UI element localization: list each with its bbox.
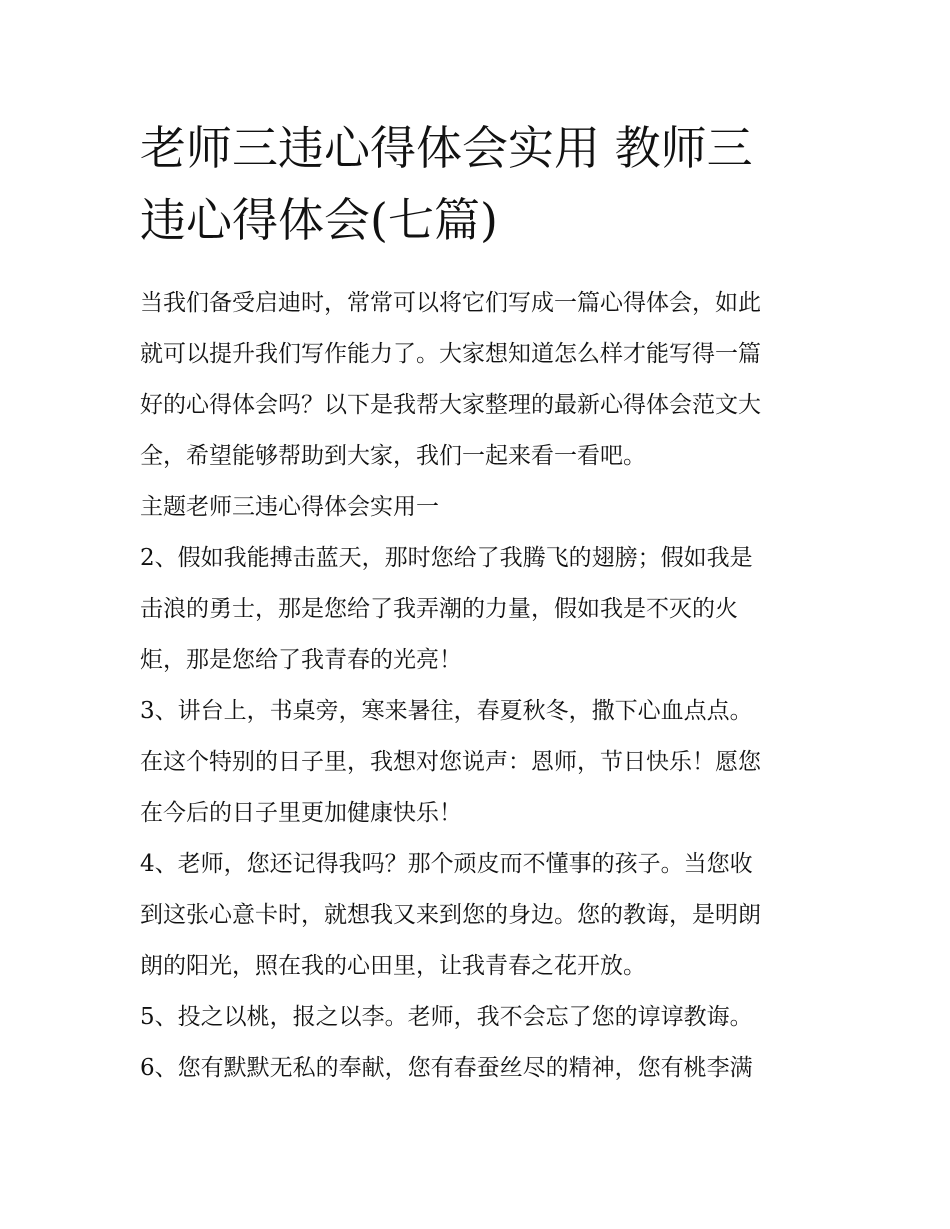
text-line: 就可以提升我们写作能力了。大家想知道怎么样才能写得一篇: [140, 341, 761, 367]
text-line: 在今后的日子里更加健康快乐！: [140, 800, 462, 826]
text-line: 在这个特别的日子里，我想对您说声：恩师，节日快乐！愿您: [140, 749, 761, 775]
title-line: 违心得体会(七篇): [140, 193, 498, 247]
item-paragraph-3: [140, 686, 820, 839]
text-line: 炬，那是您给了我青春的光亮！: [140, 647, 462, 673]
document-body: [140, 278, 820, 1094]
text-line: 当我们备受启迪时，常常可以将它们写成一篇心得体会，如此: [140, 290, 761, 316]
document-page: [140, 112, 820, 1094]
text-line: 击浪的勇士，那是您给了我弄潮的力量，假如我是不灭的火: [140, 596, 738, 622]
text-line: 主题老师三违心得体会实用一: [140, 494, 439, 520]
text-line: 5、投之以桃，报之以李。老师，我不会忘了您的谆谆教诲。: [140, 1004, 753, 1030]
intro-paragraph: [140, 278, 820, 482]
title-line: 老师三违心得体会实用 教师三: [140, 121, 753, 175]
text-line: 到这张心意卡时，就想我又来到您的身边。您的教诲，是明朗: [140, 902, 761, 928]
text-line: 朗的阳光，照在我的心田里，让我青春之花开放。: [140, 953, 646, 979]
document-title: [140, 112, 820, 256]
section-heading: [140, 482, 820, 533]
text-line: 4、老师，您还记得我吗？那个顽皮而不懂事的孩子。当您收: [140, 851, 753, 877]
text-line: 全，希望能够帮助到大家，我们一起来看一看吧。: [140, 443, 646, 469]
item-paragraph-4: [140, 839, 820, 992]
text-line: 3、讲台上，书桌旁，寒来暑往，春夏秋冬，撒下心血点点。: [140, 698, 753, 724]
item-paragraph-5: [140, 992, 820, 1043]
text-line: 2、假如我能搏击蓝天，那时您给了我腾飞的翅膀；假如我是: [140, 545, 753, 571]
item-paragraph-2: [140, 533, 820, 686]
text-line: 6、您有默默无私的奉献，您有春蚕丝尽的精神，您有桃李满: [140, 1055, 753, 1081]
text-line: 好的心得体会吗？以下是我帮大家整理的最新心得体会范文大: [140, 392, 761, 418]
item-paragraph-6: [140, 1043, 820, 1094]
